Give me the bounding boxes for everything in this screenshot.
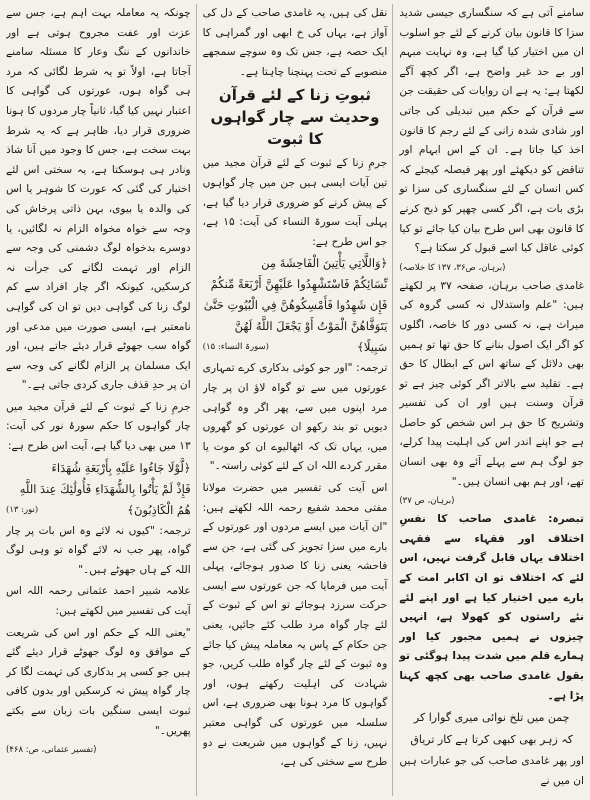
citation: (برہان، ص ۳۷) [399,496,455,507]
poem-line: چمن میں تلخ نوائی میری گوارا کر [413,711,570,725]
paragraph: تبصرہ: غامدی صاحب کا نفسِ اختلاف اور فقہاء سے فقہی اختلاف یہاں قابل گرفت نہیں، اس لئے کہ اختلاف تو ان اکابر امت کے بارے میں اختیار کیا ہے اور اپنے لئے نئے راستوں کو کھولا ہے، انہیں چیزوں نے ہمیں مجبور کیا اور ہمارے قلم میں شدت پیدا ہوگئی تو بقول غامدی صاحب بھی کچھ کہنا پڑا ہے۔ [399,513,584,702]
quran-verse-end: سَبِيلًا﴾ [357,340,388,355]
paragraph: ترجمہ: "کیوں نہ لائے وہ اس بات پر چار گواہ، پھر جب نہ لائے گواہ تو وہی لوگ اللہ کے ہاں جھوٹے ہیں۔" [5,524,191,576]
paragraph: نقل کی ہیں، یہ غامدی صاحب کے دل کی آواز ہے، یہاں کی خ ابھی اور گمراہی کا ایک حصہ ہے، جس تک وہ سوچے سمجھے منصوبے کے تحت پہنچنا چاہتا ہے۔ [202,7,388,78]
quran-verse-line [203,338,388,357]
quran-verse-line: نِّسَائِكُمْ فَاسْتَشْهِدُوا عَلَيْهِنَّ أَرْبَعَةً مِّنكُمْ [210,277,388,292]
quran-verse-line: فَإِذْ لَمْ يَأْتُوا بِالشُّهَدَاءِ فَأُولَٰئِكَ عِندَ اللَّهِ [19,481,191,496]
quran-verse-line: ﴿وَاللَّاتِي يَأْتِينَ الْفَاحِشَةَ مِن [261,256,388,271]
paragraph: علامہ شبیر احمد عثمانی رحمہ اللہ اس آیت کی تفسیر میں لکھتے ہیں: [5,585,191,618]
paragraph: "یعنی اللہ کے حکم اور اس کی شریعت کے موافق وہ لوگ جھوٹے قرار دیئے گئے ہیں جو کسی پر بدکاری کی تہمت لگا کر چار گواہ پیش نہ کرسکیں اور بدون کافی ثبوت ایسی سنگین بات زبان سے بکتے پھریں۔" [5,626,191,737]
quran-verse-end: هُمُ الْكَاذِبُونَ﴾ [127,502,191,517]
paragraph: ترجمہ: "اور جو کوئی بدکاری کرے تمہاری عورتوں میں سے تو گواہ لاؤ ان پر چار مرد اپنوں میں سے، پھر اگر وہ گواہی دیویں تو بند رکھو ان عورتوں کو گھروں میں، یہاں تک کہ اٹھالیوے ان کو موت یا مقرر کردے اللہ ان کے لئے کوئی راستہ۔" [202,362,388,473]
quran-verse-line: يَتَوَفَّاهُنَّ الْمَوْتُ أَوْ يَجْعَلَ اللَّهُ لَهُنَّ [234,319,388,334]
paragraph: جرمِ زنا کے ثبوت کے لئے قرآن مجید میں چار گواہوں کا حکم سورۂ نور کی آیت: ۱۳ میں بھی دیا گیا ہے، آیت اس طرح ہے: [5,400,191,453]
paragraph: جرمِ زنا کے ثبوت کے لئے قرآن مجید میں تین آیات ایسی ہیں جن میں چار گواہوں کے پیش کرنے کو ضروری قرار دیا گیا ہے، پہلی آیت سورۃ النساء کی آیت: ۱۵ ہے، جو اس طرح ہے: [202,157,388,248]
section-heading: ثبوتِ زنا کے لئے قرآن وحدیث سے چار گواہوں کا ثبوت [210,86,380,149]
paragraph: غامدی صاحب برہان، صفحہ ۳۷ پر لکھتے ہیں: "علم واستدلال نہ کسی گروہ کی میراث ہے، نہ کسی دور کا خاصہ، اگلوں کو اگر ایک اصول بنانے کا حق تھا تو ہمیں بھی دلائل کے ساتھ اس کے ابطال کا حق ہے۔ تقلید سے بالاتر اگر کوئی چیز ہے تو قرآن وسنت ہیں اور ان کی تفسیر وتشریح کا حق ہر اس شخص کو حاصل ہے جو اپنے اندر اس کی اہلیت پیدا کرلے، جو لوگ ہم سے پہلے آئے وہ بھی انسان تھے، اور ہم بھی انسان ہیں۔" [399,279,584,488]
column-right [399,4,584,796]
paragraph: سامنے آتی ہے کہ سنگساری جیسی شدید سزا کا قانون بیان کرنے کے لئے جو اسلوب ان میں اختیار کیا گیا ہے، وہ نہایت مبہم اور بے حد غیر واضح ہے، اگر کچھ آگے لکھتا ہے: یہ ہے ان روایات کی حقیقت جن سے قرآن کے حکم میں تبدیلی کی جاتی اور شادی شدہ زانی کے لئے رجم کا قانون اخذ کیا جاتا ہے۔ ان کے اس ابہام اور تناقض کو دیکھئے اور پھر فیصلہ کیجئے کہ کس انسان کے لئے سنگساری کی سزا تو بڑی بات ہے، اگر کسی چھپر کو ذبح کرنے کا قانون بھی اس طرح بیان کیا جائے تو کیا کوئی عاقل کیا اسے قبول کر سکتا ہے؟ [399,7,584,255]
paragraph: چونکہ یہ معاملہ بہت اہم ہے، جس سے عزت اور عفت مجروح ہوتی ہے اور خاندانوں کے ننگ وعار کا مسئلہ سامنے آجاتا ہے، اولاً تو یہ شرط لگائی کہ مرد ہی گواہ ہوں، عورتوں کی گواہی کا اعتبار نہیں کیا گیا، ثانیاً چار مردوں کا ہونا ضروری قرار دیا، ظاہر ہے کہ یہ شرط بہت سخت ہے، جس کا وجود میں آنا شاذ ونادر ہی ہوسکتا ہے، یہ سختی اس لئے اختیار کی گئی کہ عورت کا شوہر یا اس کی والدہ یا بیوی، بہن ذاتی پرخاش کی وجہ سے خواہ مخواہ الزام نہ لگائیں، یا دوسرے بدخواہ لوگ دشمنی کی وجہ سے الزام اور تہمت لگانے کی جرأت نہ کرسکیں، کیونکہ اگر چار افراد سے کم لوگ زنا کی گواہی دیں تو ان کی گواہی نامعتبر ہے، ایسی صورت میں مدعی اور گواہ سب جھوٹے قرار دیئے جاتے ہیں، اور ایک مسلمان پر الزام لگانے کی وجہ سے ان پر حدِ قذف جاری کردی جاتی ہے۔" [5,7,191,392]
citation: (برہان، ص۳۶، ۱۳۷ کا خلاصہ) [399,262,506,273]
citation: (تفسیر عثمانی، ص: ۴۶۸) [5,745,97,756]
column-middle [203,4,394,796]
verse-reference: (نور: ۱۳) [5,504,39,515]
verse-reference: (سورۃ النساء: ۱۵) [202,342,269,353]
paragraph: اس آیت کی تفسیر میں حضرت مولانا مفتی محمد شفیع رحمہ اللہ لکھتے ہیں: "ان آیات میں ایسے مردوں اور عورتوں کے بارے میں سزا تجویز کی گئی ہے، جن سے فاحشہ یعنی زنا کا صدور ہوجائے، پہلی آیت میں فرمایا کہ جن عورتوں سے ایسی حرکت سرزد ہوجائے تو اس کے ثبوت کے لئے چار گواہ مرد طلب کئے جائیں، یعنی جن حکام کے پاس یہ معاملہ پیش کیا جائے وہ ثبوت کے لئے چار گواہ طلب کریں، جو شہادت کی اہلیت رکھتے ہوں، اور گواہوں کا مرد ہونا بھی ضروری ہے، اس سلسلہ میں عورتوں کی گواہی معتبر نہیں، زنا کے گواہوں میں شریعت نے دو طرح سے سختی کی ہے، [202,481,388,769]
paragraph: اور پھر غامدی صاحب کی جو عبارات ہیں ان میں نے [399,755,584,787]
quran-verse-line: فَإِن شَهِدُوا فَأَمْسِكُوهُنَّ فِي الْبُيُوتِ حَتَّىٰ [203,298,388,313]
quran-verse-line: ﴿لَّوْلَا جَاءُوا عَلَيْهِ بِأَرْبَعَةِ شُهَدَاءَ [51,460,191,475]
poem-line: کہ زہر بھی کبھی کرتا ہے کار تریاق [410,733,573,747]
quran-verse-line [6,501,191,520]
column-left [6,4,197,796]
